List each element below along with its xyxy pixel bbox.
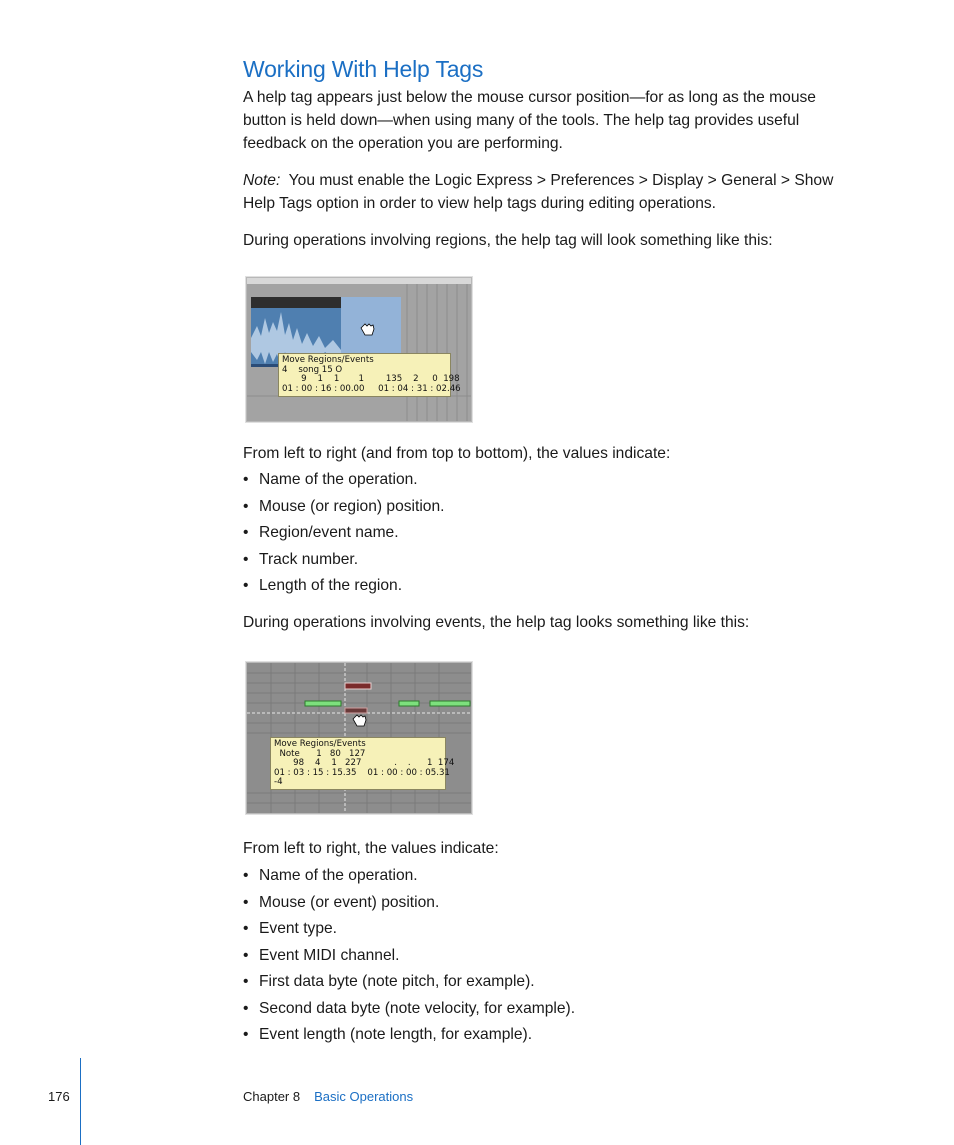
list-item: • Event MIDI channel. bbox=[243, 946, 400, 964]
page-number: 176 bbox=[48, 1089, 70, 1104]
regions-help-tag-figure bbox=[246, 277, 472, 422]
intro-paragraph: A help tag appears just below the mouse cursor position—for as long as the mouse button is held down—when using many of the tools. The help tag provides useful feedback on the operation you are performing. bbox=[243, 89, 816, 152]
list-item: • Length of the region. bbox=[243, 577, 403, 594]
help-tag-line: Move Regions/Events bbox=[282, 355, 374, 365]
events-values-intro: From left to right, the values indicate: bbox=[243, 840, 499, 857]
note-text: You must enable the Logic Express > Preferences > Display > General > Show Help Tags option in order to view help tags during editing operations. bbox=[243, 172, 834, 212]
events-help-tag bbox=[270, 737, 455, 790]
section-label: Basic Operations bbox=[314, 1089, 414, 1104]
help-tag-line: 98 4 1 227 . . 1 174 bbox=[274, 758, 455, 769]
list-item: • Name of the operation. bbox=[243, 471, 418, 488]
list-item: • Second data byte (note velocity, for example). bbox=[243, 999, 576, 1017]
list-item: • Event length (note length, for example). bbox=[243, 1026, 533, 1043]
regions-intro: During operations involving regions, the help tag will look something like this: bbox=[243, 232, 773, 249]
list-item: • Mouse (or region) position. bbox=[243, 497, 445, 515]
help-tag-line: Note 1 80 127 bbox=[274, 748, 366, 759]
help-tag-line: 01 : 00 : 16 : 00.00 01 : 04 : 31 : 02.46 bbox=[282, 383, 461, 394]
list-item: • Event type. bbox=[243, 920, 338, 937]
regions-values-list bbox=[243, 468, 853, 601]
help-tag-line: -4 bbox=[274, 777, 283, 788]
help-tag-line: 4 song 15 O bbox=[282, 364, 343, 375]
footer-divider bbox=[80, 1058, 81, 1145]
help-tag-line: Move Regions/Events bbox=[274, 739, 366, 749]
list-item: • First data byte (note pitch, for example). bbox=[243, 973, 535, 990]
list-item: • Name of the operation. bbox=[243, 867, 418, 884]
section-title: Working With Help Tags bbox=[243, 56, 484, 82]
regions-values-intro: From left to right (and from top to bottom), the values indicate: bbox=[243, 445, 671, 462]
events-values-list bbox=[243, 864, 853, 1050]
chapter-label: Chapter 8 bbox=[243, 1089, 301, 1104]
events-help-tag-figure bbox=[246, 662, 472, 814]
regions-arrange-area bbox=[247, 278, 471, 421]
footer-chapter bbox=[243, 1089, 413, 1104]
note-paragraph bbox=[243, 169, 853, 215]
list-item: • Track number. bbox=[243, 550, 359, 568]
regions-help-tag bbox=[278, 353, 461, 397]
help-tag-line: 9 1 1 1 135 2 0 198 bbox=[282, 374, 460, 385]
note-label: Note: bbox=[243, 172, 281, 189]
list-item: • Region/event name. bbox=[243, 524, 399, 541]
list-item: • Mouse (or event) position. bbox=[243, 893, 440, 911]
help-tag-line: 01 : 03 : 15 : 15.35 01 : 00 : 00 : 05.31 bbox=[274, 767, 450, 778]
events-intro: During operations involving events, the help tag looks something like this: bbox=[243, 614, 750, 631]
